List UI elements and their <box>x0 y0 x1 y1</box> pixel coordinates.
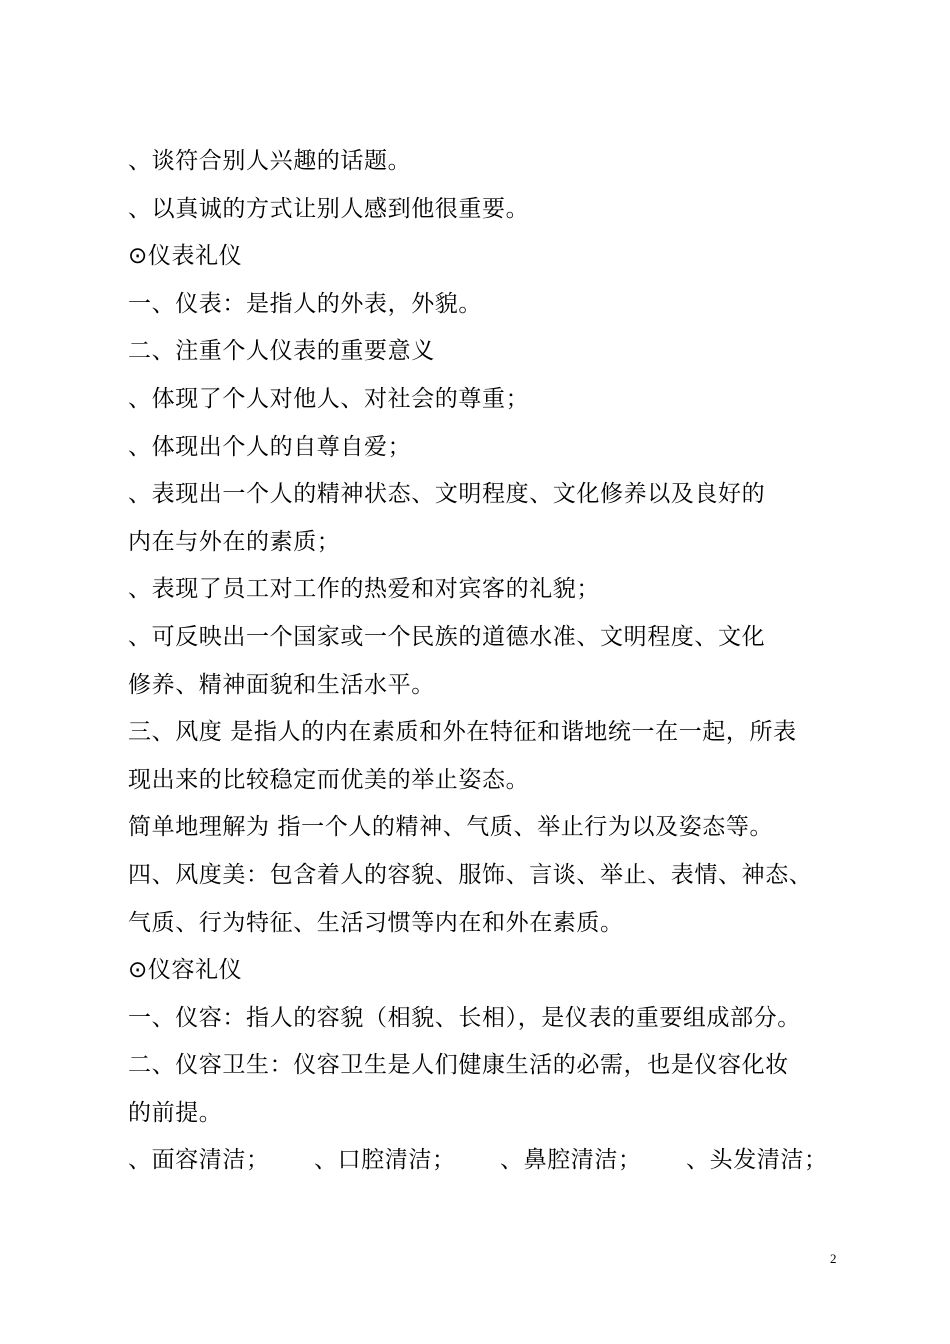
text-line: 修养、精神面貌和生活水平。 <box>128 671 435 698</box>
hygiene-item: 、头发清洁； <box>686 1147 828 1174</box>
text-line: 气质、行为特征、生活习惯等内在和外在素质。 <box>128 909 624 936</box>
page-number: 2 <box>830 1251 837 1266</box>
text-line: 、表现了员工对工作的热爱和对宾客的礼貌； <box>128 576 600 603</box>
text-line: 、体现出个人的自尊自爱； <box>128 433 412 460</box>
text-line: 一、仪表：是指人的外表，外貌。 <box>128 290 482 317</box>
text-line: 、以真诚的方式让别人感到他很重要。 <box>128 195 530 222</box>
text-line: 、体现了个人对他人、对社会的尊重； <box>128 385 530 412</box>
text-line: 、表现出一个人的精神状态、文明程度、文化修养以及良好的 <box>128 481 766 508</box>
text-line: 、谈符合别人兴趣的话题。 <box>128 148 412 174</box>
text-line: 二、注重个人仪表的重要意义 <box>128 338 435 365</box>
text-line: 现出来的比较稳定而优美的举止姿态。 <box>128 766 530 793</box>
hygiene-item: 、面容清洁； <box>128 1147 270 1174</box>
text-line: 简单地理解为 指一个人的精神、气质、举止行为以及姿态等。 <box>128 814 774 841</box>
text-line: 一、仪容：指人的容貌（相貌、长相），是仪表的重要组成部分。 <box>128 1004 801 1031</box>
hygiene-item: 、口腔清洁； <box>314 1147 456 1174</box>
text-line: 三、风度 是指人的内在素质和外在特征和谐地统一在一起，所表 <box>128 719 797 746</box>
document-body <box>128 138 840 1185</box>
text-line: 的前提。 <box>128 1099 223 1126</box>
hygiene-item: 、鼻腔清洁； <box>500 1147 642 1174</box>
text-line: 四、风度美：包含着人的容貌、服饰、言谈、举止、表情、神态、 <box>128 861 813 888</box>
text-line: 内在与外在的素质； <box>128 528 341 555</box>
hygiene-items-row <box>128 1137 840 1185</box>
section-heading-grooming: ⊙仪容礼仪 <box>128 957 243 984</box>
text-line: 二、仪容卫生：仪容卫生是人们健康生活的必需，也是仪容化妆 <box>128 1052 789 1079</box>
section-heading-appearance: ⊙仪表礼仪 <box>128 243 243 270</box>
text-line: 、可反映出一个国家或一个民族的道德水准、文明程度、文化 <box>128 623 766 650</box>
